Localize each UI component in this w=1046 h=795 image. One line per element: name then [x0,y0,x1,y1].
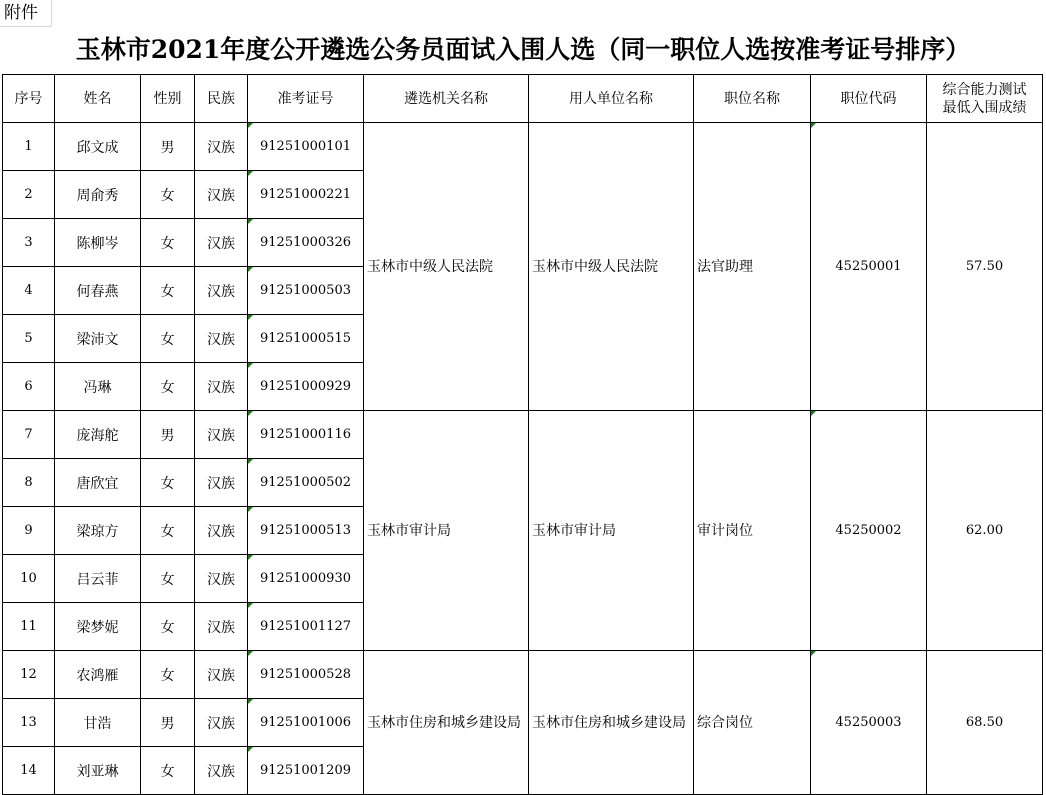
cell-name [55,651,141,699]
cell-ticket [248,411,364,459]
cell-score-text: 57.50 [965,259,1004,274]
cell-ticket [248,651,364,699]
cell-name-text: 梁梦妮 [76,619,119,636]
cell-name-text: 吕云菲 [76,571,119,588]
cell-gender-text: 女 [160,523,175,540]
cell-ticket-text: 91251000326 [260,235,351,250]
cell-gender-text: 女 [160,763,175,780]
cell-seq-text: 4 [24,283,33,298]
header-score-line1: 综合能力测试 [942,81,1027,98]
cell-gender-text: 女 [160,475,175,492]
cell-employer [529,411,694,651]
cell-ethnicity [195,507,248,555]
cell-code [811,123,927,411]
cell-gender-text: 女 [160,187,175,204]
table-row [3,651,1043,699]
cell-name [55,411,141,459]
cell-seq-text: 12 [20,667,37,682]
cell-ethnicity [195,363,248,411]
cell-ethnicity-text: 汉族 [207,187,235,204]
cell-ethnicity-text: 汉族 [207,235,235,252]
cell-ethnicity-text: 汉族 [207,619,235,636]
cell-marker-icon [248,219,253,224]
cell-name-text: 梁琼方 [76,523,119,540]
cell-ticket [248,267,364,315]
cell-seq [3,267,55,315]
table-row [3,123,1043,171]
cell-gender-text: 男 [160,139,175,156]
cell-agency-text: 玉林市中级人民法院 [367,258,493,275]
cell-score [927,651,1043,795]
header-code: 职位代码 [811,75,927,123]
header-row [3,75,1043,123]
cell-marker-icon [248,315,253,320]
cell-ethnicity [195,315,248,363]
cell-ethnicity-text: 汉族 [207,475,235,492]
header-score [927,75,1043,123]
cell-code [811,651,927,795]
cell-ticket-text: 91251000528 [260,667,351,682]
cell-ethnicity [195,603,248,651]
header-ticket: 准考证号 [248,75,364,123]
cell-name [55,459,141,507]
cell-marker-icon [811,411,816,416]
cell-position-text: 法官助理 [697,258,753,275]
cell-ethnicity [195,123,248,171]
cell-gender [141,315,195,363]
cell-ethnicity [195,171,248,219]
cell-name-text: 周俞秀 [76,187,119,204]
cell-marker-icon [248,699,253,704]
cell-name-text: 邱文成 [76,139,119,156]
cell-ethnicity-text: 汉族 [207,331,235,348]
header-employer: 用人单位名称 [529,75,694,123]
cell-gender [141,603,195,651]
cell-agency [364,651,529,795]
cell-agency [364,123,529,411]
cell-seq-text: 6 [24,379,33,394]
cell-ticket [248,555,364,603]
cell-marker-icon [248,267,253,272]
attachment-label: 附件 [0,0,52,27]
cell-seq [3,603,55,651]
cell-marker-icon [248,651,253,656]
cell-seq-text: 1 [24,139,33,154]
cell-seq-text: 13 [20,715,37,730]
header-ethnicity: 民族 [195,75,248,123]
cell-ticket [248,219,364,267]
cell-ticket-text: 91251000116 [260,427,351,442]
cell-gender [141,651,195,699]
cell-name-text: 唐欣宜 [76,475,119,492]
cell-ticket-text: 91251000515 [260,331,351,346]
cell-position [694,651,811,795]
cell-ticket [248,747,364,795]
header-score-line2: 最低入围成绩 [942,99,1027,116]
cell-marker-icon [811,123,816,128]
cell-gender [141,507,195,555]
cell-seq-text: 14 [20,763,37,778]
cell-ticket-text: 91251000503 [260,283,351,298]
cell-seq [3,699,55,747]
cell-seq-text: 11 [20,619,37,634]
cell-marker-icon [248,411,253,416]
header-seq: 序号 [3,75,55,123]
cell-seq [3,651,55,699]
cell-name [55,123,141,171]
cell-seq [3,219,55,267]
cell-seq-text: 7 [24,427,33,442]
cell-name-text: 刘亚琳 [76,763,119,780]
cell-position-text: 综合岗位 [697,714,753,731]
cell-ethnicity [195,555,248,603]
cell-ticket [248,171,364,219]
cell-seq [3,555,55,603]
header-position: 职位名称 [694,75,811,123]
cell-seq-text: 9 [24,523,33,538]
cell-name [55,315,141,363]
cell-seq-text: 5 [24,331,33,346]
cell-ethnicity [195,411,248,459]
cell-name-text: 陈柳岑 [76,235,119,252]
header-name: 姓名 [55,75,141,123]
cell-ticket [248,123,364,171]
cell-gender-text: 女 [160,571,175,588]
page-title: 玉林市2021年度公开遴选公务员面试入围人选（同一职位人选按准考证号排序） [75,35,971,64]
cell-ethnicity-text: 汉族 [207,427,235,444]
cell-position [694,123,811,411]
cell-ethnicity-text: 汉族 [207,523,235,540]
cell-ticket-text: 91251001209 [260,763,351,778]
cell-gender [141,459,195,507]
candidate-table [2,74,1043,795]
cell-ethnicity-text: 汉族 [207,379,235,396]
cell-gender [141,363,195,411]
cell-name-text: 甘浩 [83,715,112,732]
cell-ticket-text: 91251001127 [260,619,351,634]
cell-score [927,411,1043,651]
cell-gender-text: 女 [160,619,175,636]
cell-ethnicity-text: 汉族 [207,715,235,732]
cell-seq [3,459,55,507]
cell-score-text: 62.00 [965,523,1004,538]
cell-gender [141,267,195,315]
cell-marker-icon [248,363,253,368]
cell-gender-text: 女 [160,379,175,396]
cell-name [55,363,141,411]
cell-gender [141,171,195,219]
cell-name-text: 庞海舵 [76,427,119,444]
cell-ticket-text: 91251000101 [260,139,351,154]
cell-seq [3,123,55,171]
cell-name [55,747,141,795]
cell-ticket [248,507,364,555]
cell-seq-text: 8 [24,475,33,490]
cell-ticket [248,699,364,747]
cell-seq [3,315,55,363]
cell-gender [141,555,195,603]
cell-agency-text: 玉林市审计局 [367,522,451,539]
cell-name [55,699,141,747]
cell-ethnicity [195,747,248,795]
table-body [3,123,1043,795]
cell-gender [141,699,195,747]
cell-score-text: 68.50 [965,715,1004,730]
cell-marker-icon [248,507,253,512]
cell-seq [3,171,55,219]
cell-seq-text: 3 [24,235,33,250]
cell-gender-text: 女 [160,283,175,300]
cell-name [55,267,141,315]
cell-score [927,123,1043,411]
cell-ethnicity [195,219,248,267]
table-row [3,411,1043,459]
cell-ethnicity-text: 汉族 [207,139,235,156]
cell-seq-text: 10 [20,571,37,586]
cell-agency-text: 玉林市住房和城乡建设局 [367,714,521,731]
cell-ticket [248,315,364,363]
cell-gender [141,411,195,459]
cell-employer [529,651,694,795]
cell-ticket-text: 91251000513 [260,523,351,538]
cell-ethnicity [195,699,248,747]
cell-ticket-text: 91251000930 [260,571,351,586]
cell-seq [3,411,55,459]
cell-ethnicity-text: 汉族 [207,283,235,300]
cell-name [55,219,141,267]
cell-position-text: 审计岗位 [697,522,753,539]
cell-gender [141,219,195,267]
cell-gender-text: 女 [160,331,175,348]
cell-gender-text: 女 [160,667,175,684]
cell-ticket-text: 91251000221 [260,187,351,202]
cell-ethnicity [195,459,248,507]
header-agency: 遴选机关名称 [364,75,529,123]
cell-ethnicity [195,651,248,699]
cell-gender-text: 男 [160,715,175,732]
cell-ethnicity [195,267,248,315]
cell-ticket [248,363,364,411]
cell-name [55,603,141,651]
cell-ethnicity-text: 汉族 [207,571,235,588]
cell-marker-icon [248,747,253,752]
cell-seq [3,363,55,411]
cell-marker-icon [248,123,253,128]
cell-employer-text: 玉林市审计局 [532,522,616,539]
cell-ticket-text: 91251000502 [260,475,351,490]
cell-name [55,171,141,219]
cell-gender-text: 女 [160,235,175,252]
cell-ticket [248,459,364,507]
cell-ticket-text: 91251000929 [260,379,351,394]
cell-name-text: 梁沛文 [76,331,119,348]
cell-seq [3,747,55,795]
cell-ticket [248,603,364,651]
cell-marker-icon [248,555,253,560]
cell-position [694,411,811,651]
cell-marker-icon [811,651,816,656]
cell-marker-icon [248,603,253,608]
cell-employer-text: 玉林市中级人民法院 [532,258,658,275]
cell-ethnicity-text: 汉族 [207,763,235,780]
header-gender: 性别 [141,75,195,123]
cell-gender [141,747,195,795]
cell-agency [364,411,529,651]
cell-ticket-text: 91251001006 [260,715,351,730]
cell-name [55,555,141,603]
cell-code-text: 45250002 [835,523,902,538]
cell-employer [529,123,694,411]
cell-seq-text: 2 [24,187,33,202]
cell-name-text: 冯琳 [83,379,112,396]
cell-ethnicity-text: 汉族 [207,667,235,684]
cell-gender [141,123,195,171]
cell-name-text: 何春燕 [76,283,119,300]
cell-name [55,507,141,555]
cell-code-text: 45250003 [835,715,902,730]
cell-marker-icon [248,459,253,464]
cell-name-text: 农鸿雁 [76,667,119,684]
cell-seq [3,507,55,555]
cell-employer-text: 玉林市住房和城乡建设局 [532,714,686,731]
cell-marker-icon [248,171,253,176]
cell-code [811,411,927,651]
cell-gender-text: 男 [160,427,175,444]
cell-code-text: 45250001 [835,259,902,274]
